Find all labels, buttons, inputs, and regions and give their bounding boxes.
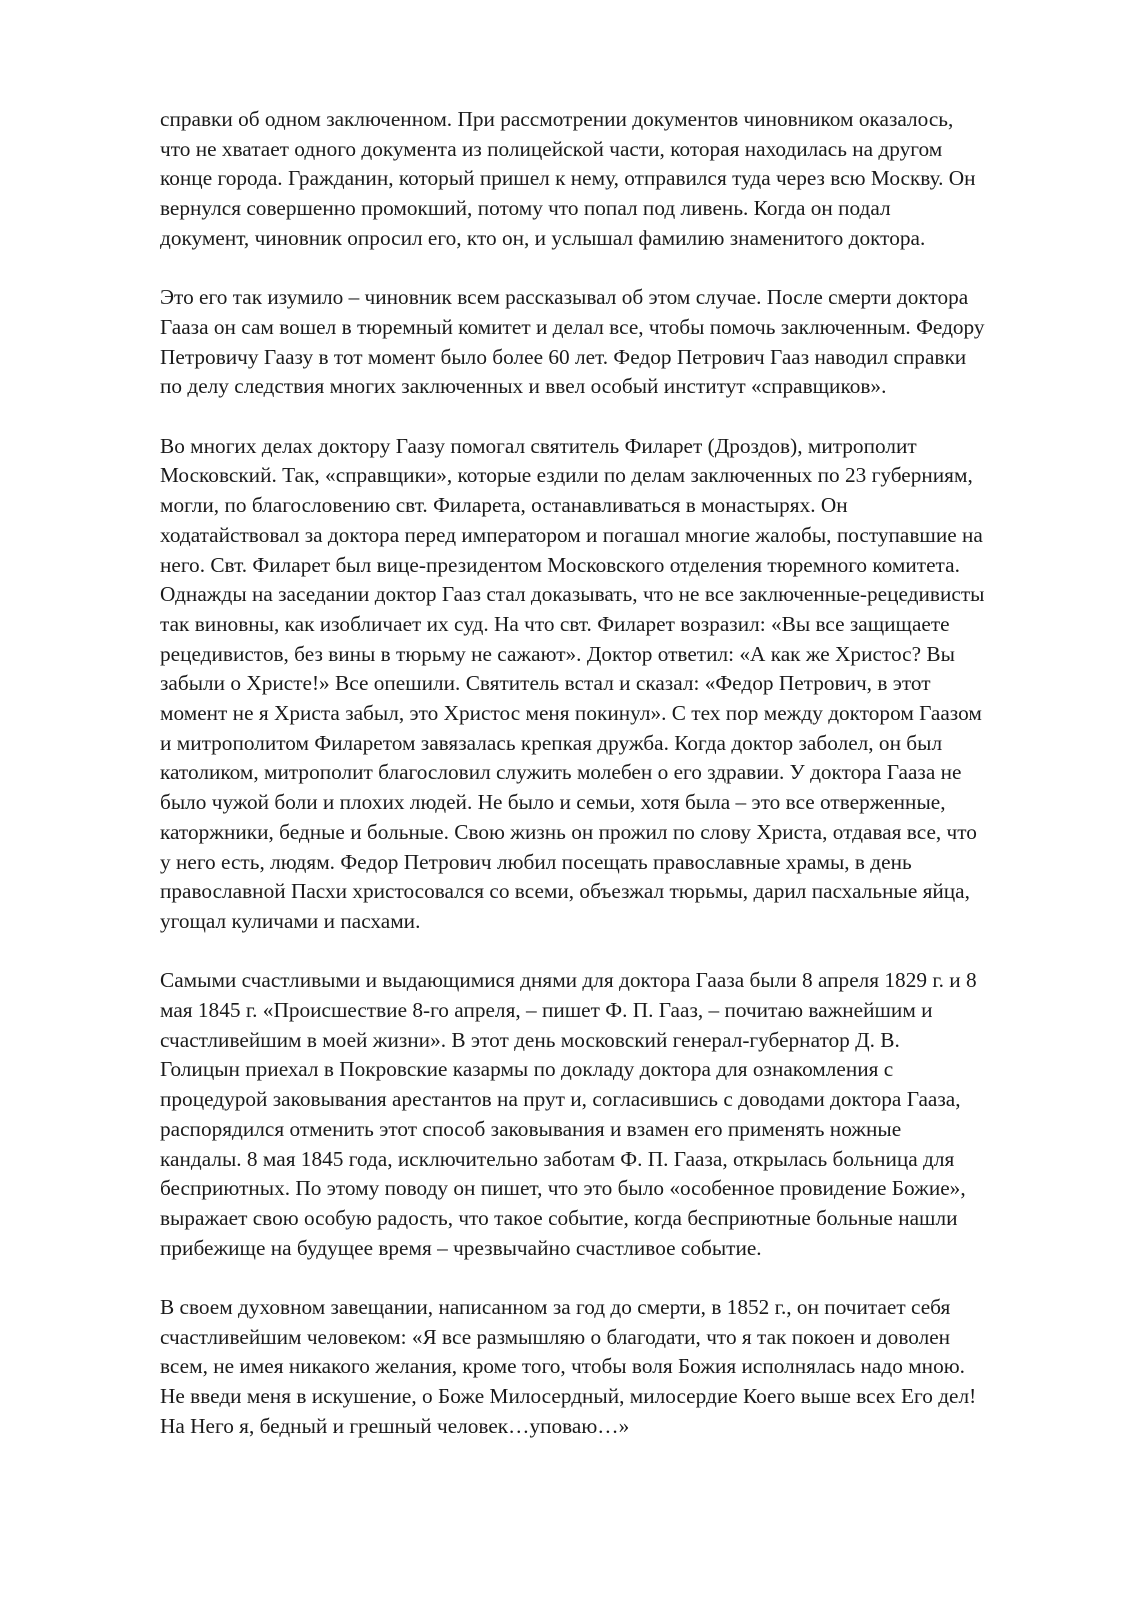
text-line: Московский. Так, «справщики», которые ездили по делам заключенных по 23 губерниям, [160,463,973,488]
text-line: бесприютных. По этому поводу он пишет, что это было «особенное провидение Божие», [160,1176,966,1201]
text-line: рецедивистов, без вины в тюрьму не сажают». Доктор ответил: «А как же Христос? Вы [160,641,955,666]
paragraph-4 [160,966,1040,1263]
text-line: него. Свт. Филарет был вице-президентом Московского отделения тюремного комитета. [160,552,960,577]
text-line: могли, по благословению свт. Филарета, останавливаться в монастырях. Он [160,493,848,518]
text-line: православной Пасхи христосовался со всеми, объезжал тюрьмы, дарил пасхальные яйца, [160,879,970,904]
text-line: Во многих делах доктору Гаазу помогал святитель Филарет (Дроздов), митрополит [160,433,917,458]
text-line: конце города. Гражданин, который пришел к нему, отправился туда через всю Москву. Он [160,166,976,191]
text-line: католиком, митрополит благословил служить молебен о его здравии. У доктора Гааза не [160,760,962,785]
paragraph-spacer [160,1263,1040,1293]
text-line: Не введи меня в искушение, о Боже Милосердный, милосердие Коего выше всех Его дел! [160,1384,977,1409]
document-body [160,105,1040,1442]
text-line: В своем духовном завещании, написанном за год до смерти, в 1852 г., он почитает себя [160,1295,951,1320]
text-line: каторжники, бедные и больные. Свою жизнь он прожил по слову Христа, отдавая все, что [160,819,977,844]
paragraph-spacer [160,937,1040,967]
paragraph-3 [160,432,1040,937]
text-line: распорядился отменить этот способ заковывания и взамен его применять ножные [160,1116,902,1141]
text-line: документ, чиновник опросил его, кто он, и услышал фамилию знаменитого доктора. [160,225,926,250]
text-line: было чужой боли и плохих людей. Не было и семьи, хотя была – это все отверженные, [160,790,946,815]
text-line: по делу следствия многих заключенных и ввел особый институт «справщиков». [160,374,887,399]
text-line: и митрополитом Филаретом завязалась крепкая дружба. Когда доктор заболел, он был [160,730,943,755]
text-line: На Него я, бедный и грешный человек…уповаю…» [160,1413,630,1438]
text-line: справки об одном заключенном. При рассмотрении документов чиновником оказалось, [160,107,954,131]
text-line: Самыми счастливыми и выдающимися днями для доктора Гааза были 8 апреля 1829 г. и 8 [160,968,977,993]
paragraph-spacer [160,402,1040,432]
text-line: процедурой заковывания арестантов на прут и, согласившись с доводами доктора Гааза, [160,1087,961,1112]
text-line: забыли о Христе!» Все опешили. Святитель встал и сказал: «Федор Петрович, в этот [160,671,931,696]
text-line: кандалы. 8 мая 1845 года, исключительно заботам Ф. П. Гааза, открылась больница для [160,1146,955,1171]
text-line: Это его так изумило – чиновник всем рассказывал об этом случае. После смерти доктора [160,285,969,310]
text-line: так виновны, как изобличает их суд. На что свт. Филарет возразил: «Вы все защищаете [160,611,950,636]
text-line: вернулся совершенно промокший, потому что попал под ливень. Когда он подал [160,196,891,221]
text-line: Однажды на заседании доктор Гааз стал доказывать, что не все заключенные-рецедивисты [160,582,985,607]
text-line: мая 1845 г. «Происшествие 8-го апреля, – пишет Ф. П. Гааз, – почитаю важнейшим и [160,998,933,1023]
text-line: Петровичу Гаазу в тот момент было более 60 лет. Федор Петрович Гааз наводил справки [160,344,967,369]
paragraph-spacer [160,254,1040,284]
text-line: всем, не имея никакого желания, кроме того, чтобы воля Божия исполнялась надо мною. [160,1354,965,1379]
text-line: выражает свою особую радость, что такое событие, когда бесприютные больные нашли [160,1205,958,1230]
paragraph-5 [160,1293,1040,1442]
text-line: у него есть, людям. Федор Петрович любил посещать православные храмы, в день [160,849,912,874]
paragraph-2 [160,283,1040,402]
text-line: Голицын приехал в Покровские казармы по докладу доктора для ознакомления с [160,1057,894,1082]
text-line: что не хватает одного документа из полицейской части, которая находилась на другом [160,136,943,161]
text-line: момент не я Христа забыл, это Христос меня покинул». С тех пор между доктором Гаазом [160,701,982,726]
text-line: счастливейшим человеком: «Я все размышляю о благодати, что я так покоен и доволен [160,1324,951,1349]
paragraph-1 [160,105,1040,254]
text-line: прибежище на будущее время – чрезвычайно счастливое событие. [160,1235,762,1260]
text-line: счастливейшим в моей жизни». В этот день московский генерал-губернатор Д. В. [160,1027,900,1052]
text-line: Гааза он сам вошел в тюремный комитет и делал все, чтобы помочь заключенным. Федору [160,314,985,339]
text-line: ходатайствовал за доктора перед императором и погашал многие жалобы, поступавшие на [160,522,983,547]
text-line: угощал куличами и пасхами. [160,908,421,933]
